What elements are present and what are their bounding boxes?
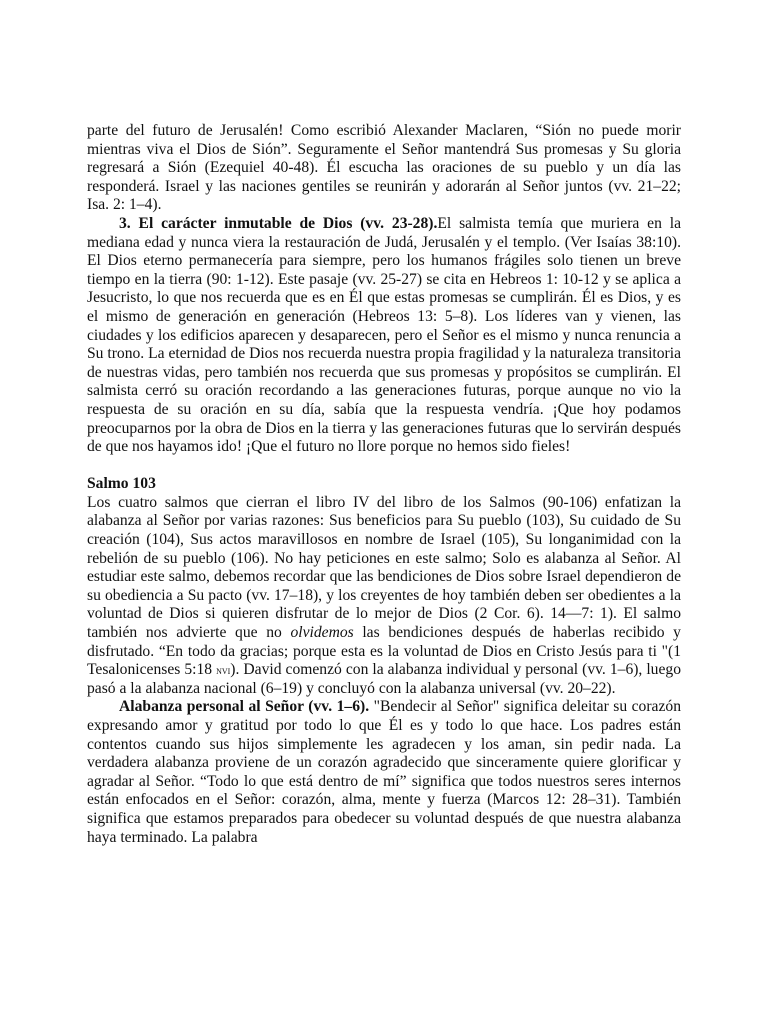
document-page	[87, 122, 681, 847]
section-title: Salmo 103	[87, 475, 156, 493]
paragraph-text: Los cuatro salmos que cierran el libro IV del libro de los Salmos (90-106) enfatizan la alabanza al Señor por varias razones: Sus beneficios para Su pueblo (103), Su cuidado de Su creación (104), Sus actos maravillosos en nombre de Israel (105), Su longanimidad con la rebelión de su pueblo (106). No hay peticiones en este salmo; Solo es alabanza al Señor. Al estudiar este salmo, debemos recordar que las bendiciones de Dios sobre Israel dependieron de su obediencia a Su pacto (vv. 17–18), y los creyentes de hoy también deben ser obedientes a la voluntad de Dios si quieren disfrutar de lo mejor de Dios (2 Cor. 6). 14—7: 1). El salmo también nos advierte que no	[87, 493, 681, 642]
paragraph-jerusalem-future	[87, 122, 681, 215]
version-abbrev: nvi	[216, 663, 231, 678]
emphasis-text: olvidemos	[290, 624, 354, 642]
section-spacer	[87, 457, 681, 476]
paragraph-text: El salmista temía que muriera en la mediana edad y nunca viera la restauración de Judá, Jerusalén y el templo. (Ver Isaías 38:10). El Dios eterno permanecería para siempre, pero los humanos frágiles solo tienen un breve tiempo en la tierra (90: 1-12). Este pasaje (vv. 25-27) se cita en Hebreos 1: 10-12 y se aplica a Jesucristo, lo que nos recuerda que es en Él que estas promesas se cumplirán. Él es Dios, y es el mismo de generación en generación (Hebreos 13: 5–8). Los líderes van y vienen, las ciudades y los edificios aparecen y desaparecen, pero el Señor es el mismo y nunca renuncia a Su trono. La eternidad de Dios nos recuerda nuestra propia fragilidad y la naturaleza transitoria de nuestras vidas, pero también nos recuerda que sus promesas y propósitos se cumplirán. El salmista cerró su oración recordando a las generaciones futuras, porque aunque no vio la respuesta de su oración en su día, sabía que la respuesta vendría. ¡Que hoy podamos preocuparnos por la obra de Dios en la tierra y las generaciones futuras que lo servirán después de que nos hayamos ido! ¡Que el futuro no llore porque no hemos sido fieles!	[87, 214, 682, 456]
paragraph-personal-praise	[87, 698, 681, 847]
paragraph-text: las bendiciones después de haberlas recibido y disfrutado. “En todo da gracias; porque esta es la voluntad de Dios en Cristo Jesús para ti "(1 Tesalonicenses 5:18	[87, 624, 681, 679]
paragraph-heading: Alabanza personal al Señor (vv. 1–6).	[119, 698, 370, 716]
paragraph-heading: 3. El carácter inmutable de Dios (vv. 23-28).	[119, 214, 438, 232]
paragraph-psalm-intro	[87, 494, 681, 699]
paragraph-text: parte del futuro de Jerusalén! Como escribió Alexander Maclaren, “Sión no puede morir mientras viva el Dios de Sión”. Seguramente el Señor mantendrá Sus promesas y Su gloria regresará a Sión (Ezequiel 40-48). Él escucha las oraciones de su pueblo y un día las responderá. Israel y las naciones gentiles se reunirán y adorarán al Señor juntos (vv. 21–22; Isa. 2: 1–4).	[87, 122, 681, 214]
paragraph-text: ). David comenzó con la alabanza individual y personal (vv. 1–6), luego pasó a la alabanza nacional (6–19) y concluyó con la alabanza universal (vv. 20–22).	[87, 661, 681, 697]
paragraph-unchanging-character	[87, 215, 681, 457]
paragraph-text: "Bendecir al Señor" significa deleitar su corazón expresando amor y gratitud por todo lo que Él es y todo lo que hace. Los padres están contentos cuando sus hijos simplemente les agradecen y los aman, sin pedir nada. La verdadera alabanza proviene de un corazón agradecido que sinceramente quiere glorificar y agradar al Señor. “Todo lo que está dentro de mí” significa que todos nuestros seres internos están enfocados en el Señor: corazón, alma, mente y fuerza (Marcos 12: 28–31). También significa que estamos preparados para obedecer su voluntad después de que nuestra alabanza haya terminado. La palabra	[87, 698, 681, 846]
